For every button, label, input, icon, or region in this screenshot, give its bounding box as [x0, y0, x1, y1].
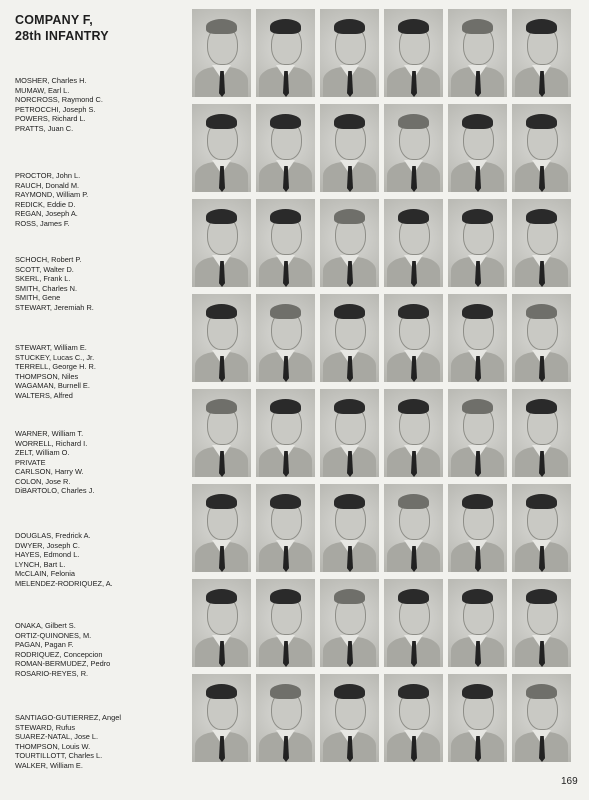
portrait-grid	[192, 9, 572, 766]
hair-shape	[334, 684, 365, 699]
soldier-name: STUCKEY, Lucas C., Jr.	[15, 352, 95, 362]
soldier-name: ROSARIO-REYES, R.	[15, 668, 89, 678]
regiment-title: 28th INFANTRY	[15, 29, 109, 43]
portrait-photo	[320, 104, 379, 192]
hair-shape	[398, 19, 429, 34]
portrait-photo	[512, 484, 571, 572]
hair-shape	[206, 494, 237, 509]
soldier-name: PROCTOR, John L.	[15, 171, 81, 180]
soldier-name: HAYES, Edmond L.	[15, 550, 80, 559]
hair-shape	[334, 114, 365, 129]
hair-shape	[206, 19, 237, 34]
soldier-name: THOMPSON, Niles	[15, 371, 79, 381]
hair-shape	[526, 494, 557, 509]
hair-shape	[526, 209, 557, 224]
portrait-photo	[320, 389, 379, 477]
hair-shape	[398, 494, 429, 509]
portrait-photo	[256, 9, 315, 97]
hair-shape	[206, 684, 237, 699]
soldier-name: RAYMOND, William P.	[15, 190, 89, 199]
page-header	[15, 12, 109, 44]
portrait-photo	[512, 104, 571, 192]
soldier-name: STEWART, William E.	[15, 343, 87, 352]
soldier-name: RODRIQUEZ, Concepcion	[15, 649, 103, 659]
hair-shape	[334, 494, 365, 509]
name-group	[15, 621, 190, 678]
portrait-photo	[384, 484, 443, 572]
portrait-photo	[320, 484, 379, 572]
hair-shape	[270, 209, 301, 224]
hair-shape	[398, 399, 429, 414]
hair-shape	[206, 209, 237, 224]
hair-shape	[334, 304, 365, 319]
hair-shape	[526, 684, 557, 699]
hair-shape	[398, 209, 429, 224]
name-group	[15, 255, 190, 312]
portrait-photo	[384, 9, 443, 97]
soldier-name: WARNER, William T.	[15, 429, 84, 438]
soldier-name: WALTERS, Alfred	[15, 390, 73, 400]
name-group	[15, 171, 190, 228]
soldier-name: SKERL, Frank L.	[15, 274, 71, 283]
hair-shape	[462, 684, 493, 699]
portrait-photo	[320, 294, 379, 382]
soldier-name: TERRELL, George H. R.	[15, 362, 96, 371]
soldier-name: COLON, Jose R.	[15, 476, 71, 486]
soldier-name: PRIVATE	[15, 457, 46, 467]
hair-shape	[270, 114, 301, 129]
portrait-photo	[448, 104, 507, 192]
soldier-name: ROSS, James F.	[15, 218, 70, 228]
portrait-photo	[384, 389, 443, 477]
name-group	[15, 343, 190, 400]
hair-shape	[334, 19, 365, 34]
hair-shape	[206, 589, 237, 604]
portrait-photo	[448, 579, 507, 667]
name-group	[15, 429, 190, 496]
hair-shape	[334, 589, 365, 604]
soldier-name: DWYER, Joseph C.	[15, 540, 80, 550]
soldier-name: STEWARD, Rufus	[15, 722, 76, 732]
hair-shape	[206, 114, 237, 129]
soldier-name: DOUGLAS, Fredrick A.	[15, 531, 91, 540]
hair-shape	[398, 589, 429, 604]
portrait-photo	[192, 9, 251, 97]
portrait-photo	[384, 199, 443, 287]
soldier-name: PRATTS, Juan C.	[15, 123, 74, 133]
portrait-photo	[448, 389, 507, 477]
hair-shape	[270, 494, 301, 509]
portrait-photo	[384, 674, 443, 762]
portrait-photo	[320, 9, 379, 97]
portrait-photo	[512, 389, 571, 477]
company-title: COMPANY F,	[15, 13, 93, 27]
portrait-photo	[192, 579, 251, 667]
soldier-name: SCOTT, Walter D.	[15, 264, 74, 274]
hair-shape	[334, 399, 365, 414]
hair-shape	[462, 209, 493, 224]
hair-shape	[270, 304, 301, 319]
name-group	[15, 76, 190, 133]
soldier-name: SMITH, Gene	[15, 293, 61, 302]
portrait-photo	[512, 199, 571, 287]
hair-shape	[206, 399, 237, 414]
hair-shape	[398, 304, 429, 319]
soldier-name: DiBARTOLO, Charles J.	[15, 486, 95, 495]
hair-shape	[526, 114, 557, 129]
portrait-photo	[384, 294, 443, 382]
portrait-photo	[512, 579, 571, 667]
portrait-photo	[448, 199, 507, 287]
portrait-photo	[192, 484, 251, 572]
portrait-photo	[448, 674, 507, 762]
portrait-photo	[512, 674, 571, 762]
soldier-name: WALKER, William E.	[15, 760, 83, 770]
portrait-photo	[512, 9, 571, 97]
soldier-name: ORTIZ-QUINONES, M.	[15, 630, 92, 640]
portrait-photo	[448, 9, 507, 97]
portrait-photo	[192, 104, 251, 192]
hair-shape	[462, 19, 493, 34]
hair-shape	[462, 399, 493, 414]
soldier-name: POWERS, Richard L.	[15, 114, 86, 123]
hair-shape	[206, 304, 237, 319]
soldier-name: WORRELL, Richard I.	[15, 438, 88, 448]
portrait-photo	[192, 389, 251, 477]
hair-shape	[462, 304, 493, 319]
portrait-photo	[384, 579, 443, 667]
soldier-name: CARLSON, Harry W.	[15, 467, 84, 476]
hair-shape	[398, 114, 429, 129]
soldier-name: ROMAN-BERMUDEZ, Pedro	[15, 659, 111, 668]
portrait-photo	[192, 294, 251, 382]
portrait-photo	[256, 199, 315, 287]
soldier-name: SMITH, Charles N.	[15, 283, 78, 293]
portrait-photo	[320, 579, 379, 667]
portrait-photo	[256, 579, 315, 667]
hair-shape	[526, 19, 557, 34]
hair-shape	[462, 114, 493, 129]
hair-shape	[462, 589, 493, 604]
hair-shape	[526, 304, 557, 319]
portrait-photo	[192, 199, 251, 287]
soldier-name: RAUCH, Donald M.	[15, 180, 80, 190]
soldier-name: STEWART, Jeremiah R.	[15, 302, 94, 312]
soldier-name: LYNCH, Bart L.	[15, 559, 66, 569]
portrait-photo	[320, 674, 379, 762]
soldier-name: MUMAW, Earl L.	[15, 85, 70, 95]
soldier-name: PETROCCHI, Joseph S.	[15, 104, 96, 114]
soldier-name: TOURTILLOTT, Charles L.	[15, 751, 103, 760]
soldier-name: REGAN, Joseph A.	[15, 209, 78, 218]
soldier-name: REDICK, Eddie D.	[15, 199, 76, 209]
soldier-name: THOMPSON, Louis W.	[15, 741, 91, 751]
soldier-name: SCHOCH, Robert P.	[15, 255, 82, 264]
hair-shape	[526, 399, 557, 414]
portrait-photo	[448, 294, 507, 382]
soldier-name: WAGAMAN, Burnell E.	[15, 381, 90, 390]
portrait-photo	[256, 104, 315, 192]
soldier-name: PAGAN, Pagan F.	[15, 640, 74, 649]
soldier-name: ONAKA, Gilbert S.	[15, 621, 76, 630]
hair-shape	[334, 209, 365, 224]
portrait-photo	[256, 389, 315, 477]
soldier-name: McCLAIN, Felonia	[15, 569, 75, 578]
portrait-photo	[256, 674, 315, 762]
hair-shape	[270, 19, 301, 34]
soldier-name: SANTIAGO-GUTIERREZ, Angel	[15, 713, 121, 722]
hair-shape	[270, 684, 301, 699]
hair-shape	[462, 494, 493, 509]
portrait-photo	[192, 674, 251, 762]
soldier-name: ZELT, William O.	[15, 448, 70, 457]
hair-shape	[526, 589, 557, 604]
portrait-photo	[256, 484, 315, 572]
soldier-name: MOSHER, Charles H.	[15, 76, 87, 85]
hair-shape	[398, 684, 429, 699]
page-number: 169	[561, 776, 578, 787]
soldier-name: SUAREZ-NATAL, Jose L.	[15, 732, 99, 741]
name-group	[15, 713, 190, 770]
soldier-name: NORCROSS, Raymond C.	[15, 95, 103, 104]
portrait-photo	[384, 104, 443, 192]
name-group	[15, 531, 190, 588]
portrait-photo	[320, 199, 379, 287]
portrait-photo	[448, 484, 507, 572]
soldier-name: MELENDEZ-RODRIQUEZ, A.	[15, 578, 113, 588]
hair-shape	[270, 399, 301, 414]
portrait-photo	[256, 294, 315, 382]
portrait-photo	[512, 294, 571, 382]
hair-shape	[270, 589, 301, 604]
